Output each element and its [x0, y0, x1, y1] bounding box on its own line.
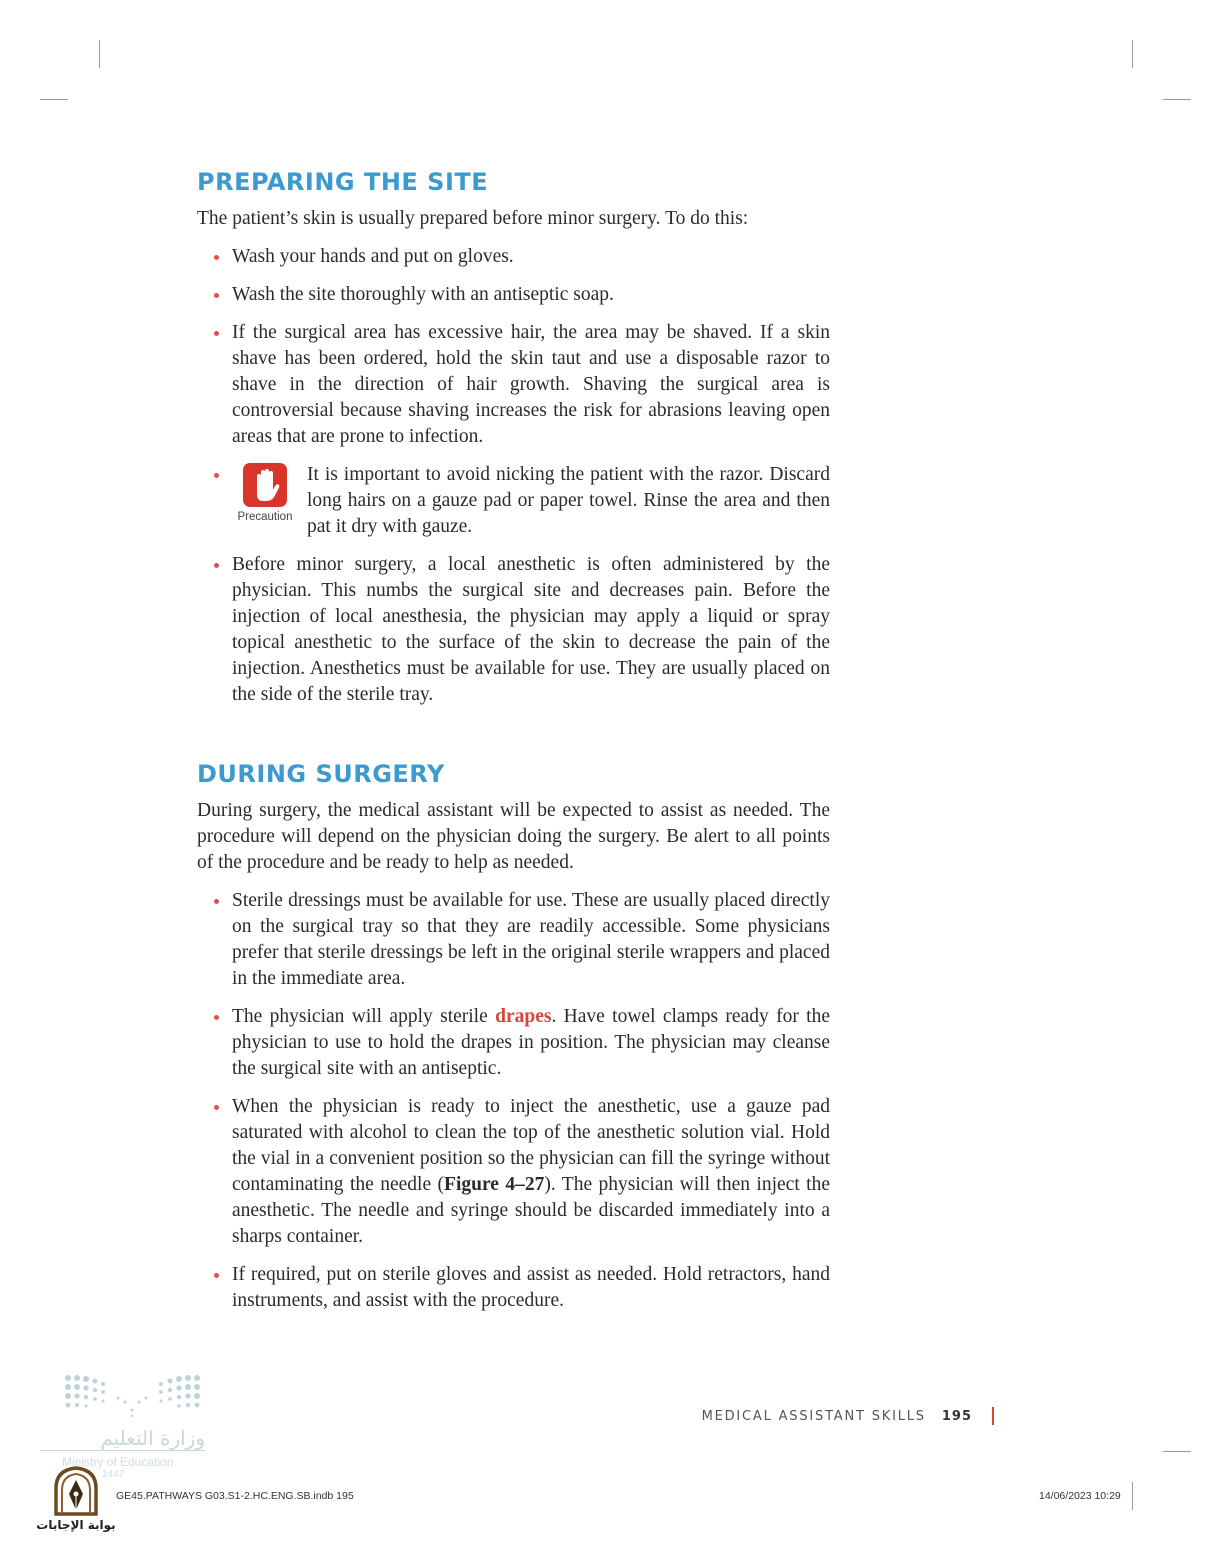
pen-arch-logo	[50, 1466, 102, 1516]
dot-pattern-logo	[40, 1372, 200, 1420]
running-title: MEDICAL ASSISTANT SKILLS	[701, 1408, 926, 1424]
list-item	[232, 1094, 830, 1250]
ministry-watermark	[40, 1372, 205, 1480]
item-text: When the physician is ready to inject the anesthetic, use a gauze pad saturated with alcohol to clean the top of the anesthetic solution vial. Hold the vial in a convenient position so the physician can fill the syringe without contaminating the needle (	[232, 1096, 830, 1195]
list-item: Wash your hands and put on gloves.	[232, 244, 830, 270]
precaution-text: It is important to avoid nicking the patient with the razor. Discard long hairs on a gauze pad or paper towel. Rinse the area and then pat it dry with gauze.	[307, 464, 830, 537]
list-item: Sterile dressings must be available for use. These are usually placed directly on the surgical tray so that they are readily accessible. Some physicians prefer that sterile dressings be left in the original sterile wrappers and placed in the immediate area.	[232, 888, 830, 992]
portal-label: بوابة الإجابات	[36, 1518, 116, 1532]
list-item: Before minor surgery, a local anesthetic is often administered by the physician. This numbs the surgical site and decreases pain. Before the injection of local anesthesia, the physician may apply a liquid or spray topical anesthetic to the surface of the skin to decrease the pain of the injection. Anesthetics must be available for use. They are usually placed on the side of the sterile tray.	[232, 552, 830, 708]
section-heading-during-surgery: DURING SURGERY	[197, 760, 445, 788]
ministry-name-english: Ministry of Education	[62, 1455, 174, 1469]
section-intro: During surgery, the medical assistant will be expected to assist as needed. The procedure will depend on the physician doing the surgery. Be alert to all points of the procedure and be ready to help as needed.	[197, 800, 830, 873]
list-item	[232, 1004, 830, 1082]
crop-mark	[1132, 40, 1133, 68]
footer-bar	[992, 1407, 994, 1425]
ministry-year: 1447	[102, 1469, 125, 1480]
crop-mark	[1163, 1451, 1191, 1452]
ministry-name-arabic: وزارة التعليم	[40, 1426, 205, 1451]
crop-mark	[1163, 99, 1191, 100]
section-intro: The patient’s skin is usually prepared before minor surgery. To do this:	[197, 208, 749, 229]
precaution-callout	[232, 462, 298, 524]
running-footer	[702, 1407, 994, 1425]
page-content	[197, 168, 830, 1326]
figure-reference[interactable]: Figure 4–27	[444, 1174, 545, 1195]
list-item-precaution	[232, 462, 830, 540]
precaution-label: Precaution	[237, 511, 293, 523]
crop-mark	[1132, 1482, 1133, 1510]
stop-hand-icon	[242, 462, 288, 508]
page-number: 195	[941, 1408, 972, 1424]
crop-mark	[40, 99, 68, 100]
printer-slug-date: 14/06/2023 10:29	[1039, 1490, 1121, 1502]
section-heading-preparing: PREPARING THE SITE	[197, 168, 489, 196]
bullet-list	[197, 888, 830, 1314]
crop-mark	[99, 40, 100, 68]
list-item: Wash the site thoroughly with an antiseptic soap.	[232, 282, 830, 308]
key-term[interactable]: drapes	[495, 1006, 552, 1027]
list-item: If required, put on sterile gloves and assist as needed. Hold retractors, hand instruments, and assist with the procedure.	[232, 1262, 830, 1314]
bullet-list	[197, 244, 830, 708]
list-item: If the surgical area has excessive hair, the area may be shaved. If a skin shave has been ordered, hold the skin taut and use a disposable razor to shave in the direction of hair growth. Shaving the surgical area is controversial because shaving increases the risk for abrasions leaving open areas that are prone to infection.	[232, 320, 830, 450]
printer-slug-file: GE45.PATHWAYS G03.S1-2.HC.ENG.SB.indb 195	[116, 1490, 354, 1502]
item-text: The physician will apply sterile	[232, 1006, 496, 1027]
item-text: ). The physician will then inject the anesthetic. The needle and syringe should be discarded immediately into a sharps container.	[232, 1174, 830, 1247]
item-text: . Have towel clamps ready for the physician to use to hold the drapes in position. The physician may cleanse the surgical site with an antiseptic.	[232, 1006, 830, 1079]
portal-logo	[34, 1466, 118, 1532]
